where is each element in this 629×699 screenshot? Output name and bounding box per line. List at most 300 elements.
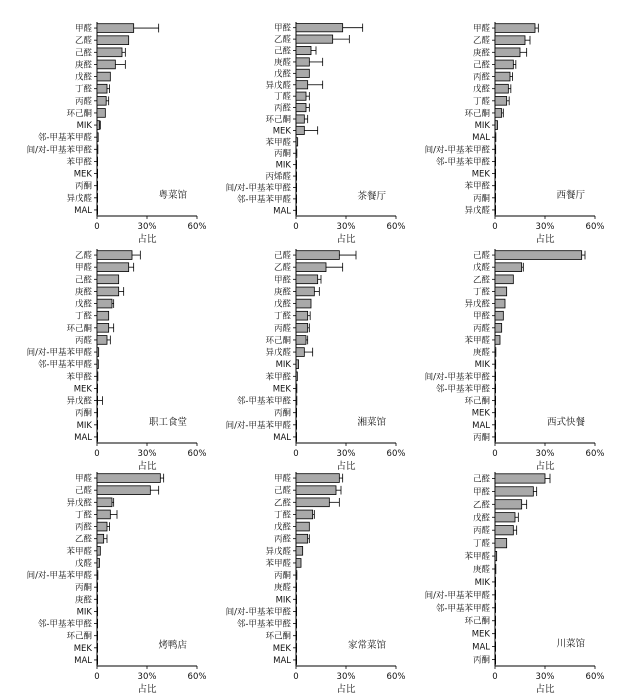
category-label: 环己酮 [265, 115, 291, 125]
bar [296, 149, 297, 157]
bar [97, 275, 119, 284]
bar [97, 121, 100, 130]
bar [495, 577, 496, 586]
category-label: 乙醛 [472, 500, 490, 511]
bar [296, 546, 303, 555]
x-tick-label: 30% [336, 672, 356, 682]
category-label: MEK [471, 169, 490, 180]
category-label: 丁醛 [273, 311, 291, 322]
category-label: MIK [275, 595, 291, 606]
category-label: MIK [76, 420, 92, 431]
bar [296, 115, 304, 123]
bar [296, 534, 308, 543]
bar [97, 251, 132, 260]
x-tick-label: 60% [187, 449, 207, 459]
category-label: 丁醛 [74, 84, 92, 95]
category-label: 丙醛 [472, 323, 490, 334]
category-label: MAL [472, 420, 490, 431]
category-label: MEK [73, 384, 92, 395]
category-label: 间/对-甲基苯甲醛 [225, 183, 291, 194]
bar [296, 433, 297, 442]
category-label: 乙醛 [273, 498, 291, 509]
category-label: 乙醛 [273, 263, 291, 274]
category-label: 丙酮 [472, 193, 490, 204]
bar [97, 348, 99, 357]
category-label: 苯甲醛 [66, 157, 92, 168]
panel-title: 川菜馆 [556, 638, 585, 650]
category-label: MAL [472, 642, 490, 653]
category-label: 戊醛 [273, 299, 291, 310]
x-axis-label: 占比 [137, 234, 157, 245]
bar [296, 583, 297, 592]
bar [495, 487, 533, 496]
category-label: 环己酮 [265, 631, 291, 642]
bar [97, 48, 122, 57]
category-label: MAL [273, 655, 291, 666]
category-label: 间/对-甲基苯甲醛 [424, 590, 490, 601]
bar [296, 172, 297, 180]
bar [97, 595, 98, 604]
bar [97, 486, 150, 495]
category-label: 丙醛 [74, 335, 92, 346]
category-label: 丁醛 [472, 539, 490, 550]
category-label: 戊醛 [472, 84, 490, 95]
bar [495, 323, 502, 332]
category-label: 庚醛 [273, 57, 291, 68]
bar [495, 396, 496, 405]
panel-7 [27, 472, 207, 695]
bar [495, 420, 496, 429]
category-label: 丙酮 [273, 571, 291, 582]
panel-title: 茶餐厅 [357, 190, 386, 202]
category-label: 丙醛 [74, 522, 92, 533]
category-label: 丁醛 [472, 96, 490, 107]
bar [296, 595, 297, 604]
bar [296, 396, 297, 405]
bar [296, 323, 308, 332]
bar [296, 58, 309, 66]
panel-1 [27, 22, 207, 245]
bar [296, 607, 297, 616]
bar [495, 181, 496, 190]
bar [296, 420, 297, 429]
category-label: MAL [74, 205, 92, 216]
category-label: 邻-甲基苯甲醛 [37, 133, 92, 144]
bar [495, 526, 513, 535]
bar [495, 24, 535, 33]
category-label: MEK [73, 169, 92, 180]
panel-3 [425, 22, 605, 245]
bar [97, 607, 98, 616]
category-label: 丙酮 [74, 583, 92, 594]
panel-title: 湘菜馆 [357, 416, 386, 428]
bar [296, 408, 297, 417]
category-label: 丁醛 [273, 92, 291, 103]
bar [296, 24, 343, 32]
bar [296, 299, 311, 308]
bar [296, 571, 297, 580]
bar [495, 133, 496, 142]
bar [296, 92, 306, 100]
bar [495, 287, 507, 296]
x-tick-label: 30% [137, 672, 157, 682]
bar [97, 145, 98, 154]
bar [495, 48, 520, 57]
category-label: 甲醛 [74, 24, 92, 35]
category-label: 邻-甲基苯甲醛 [37, 360, 92, 371]
category-label: 苯甲醛 [464, 552, 490, 563]
x-axis-label: 占比 [336, 684, 356, 695]
bar [495, 642, 496, 651]
panel-title: 西餐厅 [556, 189, 585, 201]
bar [495, 206, 496, 215]
category-label: 邻-甲基苯甲醛 [236, 619, 291, 630]
bar [495, 72, 510, 81]
category-label: 甲醛 [74, 474, 92, 485]
category-label: 邻-甲基苯甲醛 [435, 157, 490, 168]
bar [495, 629, 496, 638]
category-label: MIK [76, 607, 92, 618]
panel-8 [226, 472, 406, 695]
bar [97, 84, 107, 93]
bar [495, 474, 545, 483]
bar [495, 169, 496, 178]
bar [97, 372, 98, 381]
bar [495, 408, 496, 417]
bar [97, 72, 110, 81]
panel-title: 粤菜馆 [158, 189, 187, 201]
bar [97, 384, 98, 393]
bar [296, 46, 311, 54]
bar [97, 433, 98, 442]
bar [296, 287, 314, 296]
category-label: MIK [275, 360, 291, 371]
bar [296, 103, 306, 111]
category-label: 苯甲醛 [265, 137, 291, 148]
bar [97, 408, 98, 417]
category-label: MEK [471, 629, 490, 640]
bar [296, 35, 333, 43]
category-label: 乙醛 [472, 36, 490, 47]
bar [97, 36, 129, 45]
category-label: 丙酮 [74, 408, 92, 419]
category-label: MEK [471, 408, 490, 419]
x-tick-label: 0 [492, 672, 498, 682]
category-label: 苯甲醛 [464, 181, 490, 192]
bar [97, 311, 109, 320]
bar [97, 169, 98, 178]
bar [97, 631, 98, 640]
panel-4 [27, 249, 207, 472]
bar [296, 498, 329, 507]
bar [97, 583, 98, 592]
category-label: 庚醛 [74, 595, 92, 606]
bar [97, 299, 112, 308]
category-label: MAL [273, 432, 291, 443]
bar [97, 24, 134, 33]
category-label: 乙醛 [74, 36, 92, 47]
bar [97, 571, 98, 580]
category-label: 甲醛 [74, 263, 92, 274]
bar [97, 396, 98, 405]
x-axis-label: 占比 [535, 684, 555, 695]
category-label: 间/对-甲基苯甲醛 [26, 348, 92, 359]
bar [296, 81, 308, 89]
bar [495, 372, 496, 381]
x-tick-label: 30% [137, 449, 157, 459]
panel-title: 西式快餐 [546, 416, 585, 428]
x-axis-label: 占比 [535, 234, 555, 245]
bar [495, 263, 522, 272]
category-label: 苯甲醛 [66, 546, 92, 557]
bar [296, 311, 308, 320]
bar [97, 420, 98, 429]
category-label: MEK [272, 126, 291, 137]
category-label: 己醛 [74, 48, 92, 59]
bar [495, 96, 507, 105]
category-label: MAL [74, 432, 92, 443]
bar [296, 559, 301, 568]
bar [97, 181, 98, 190]
category-label: 甲醛 [472, 487, 490, 498]
bar [296, 263, 326, 272]
bar [97, 60, 115, 69]
x-tick-label: 60% [187, 222, 207, 232]
bar [97, 559, 100, 568]
category-label: 邻-甲基苯甲醛 [435, 384, 490, 395]
bar [97, 510, 110, 519]
category-label: 邻-甲基苯甲醛 [236, 194, 291, 205]
bar [495, 145, 496, 154]
bar [97, 534, 104, 543]
category-label: MAL [472, 133, 490, 144]
category-label: 异戊醛 [265, 80, 291, 91]
bar [495, 433, 496, 442]
panel-5 [226, 249, 406, 472]
category-label: 苯甲醛 [66, 372, 92, 383]
x-tick-label: 30% [535, 222, 555, 232]
category-label: 庚醛 [472, 48, 490, 59]
bar [495, 384, 496, 393]
category-label: 己醛 [472, 474, 490, 485]
category-label: MAL [273, 206, 291, 217]
category-label: 苯甲醛 [265, 372, 291, 383]
bar [97, 336, 107, 345]
category-label: MIK [76, 121, 92, 132]
category-label: 间/对-甲基苯甲醛 [424, 372, 490, 383]
category-label: 异戊醛 [66, 396, 92, 407]
bar [97, 522, 107, 531]
x-tick-label: 60% [187, 672, 207, 682]
x-tick-label: 30% [535, 672, 555, 682]
bar [97, 287, 119, 296]
x-tick-label: 0 [94, 672, 100, 682]
bar [495, 193, 496, 202]
category-label: 戊醛 [74, 72, 92, 83]
category-label: 己醛 [273, 486, 291, 497]
bar [97, 96, 106, 105]
x-tick-label: 60% [386, 449, 406, 459]
bar [296, 522, 309, 531]
bar [495, 60, 513, 69]
category-label: 庚醛 [273, 287, 291, 298]
bar [296, 486, 336, 495]
x-tick-label: 30% [336, 449, 356, 459]
category-label: 间/对-甲基苯甲醛 [225, 607, 291, 618]
category-label: 戊醛 [74, 299, 92, 310]
bar [495, 360, 496, 369]
bar [97, 474, 160, 483]
panel-title: 职工食堂 [148, 416, 187, 428]
category-label: 异戊醛 [66, 193, 92, 204]
x-axis-label: 占比 [137, 684, 157, 695]
panel-title: 家常菜馆 [347, 639, 386, 651]
category-label: 乙醛 [74, 534, 92, 545]
x-axis-label: 占比 [336, 461, 356, 472]
category-label: 甲醛 [472, 24, 490, 35]
category-label: 环己酮 [464, 108, 490, 119]
category-label: 庚醛 [273, 583, 291, 594]
category-label: MIK [275, 160, 291, 171]
category-label: 己醛 [472, 60, 490, 71]
category-label: 丁醛 [74, 311, 92, 322]
bar [97, 157, 98, 166]
category-label: 邻-甲基苯甲醛 [236, 396, 291, 407]
bar [495, 564, 496, 573]
x-axis-label: 占比 [336, 234, 356, 245]
x-tick-label: 60% [585, 222, 605, 232]
x-tick-label: 30% [535, 449, 555, 459]
x-tick-label: 0 [94, 449, 100, 459]
category-label: 己醛 [472, 251, 490, 262]
panel-9 [425, 472, 605, 695]
category-label: 丙酮 [273, 408, 291, 419]
bar [296, 631, 297, 640]
category-label: 丙酮 [74, 181, 92, 192]
bar [296, 643, 297, 652]
category-label: 戊醛 [472, 263, 490, 274]
bar [296, 206, 297, 214]
bar [495, 538, 507, 547]
bar [296, 275, 318, 284]
bar [97, 206, 98, 215]
x-tick-label: 60% [585, 672, 605, 682]
category-label: 庚醛 [472, 565, 490, 575]
bar [495, 109, 502, 118]
bar [296, 161, 297, 169]
category-label: 甲醛 [472, 311, 490, 322]
category-label: 甲醛 [273, 474, 291, 485]
bar [495, 299, 505, 308]
category-label: 环己酮 [66, 631, 92, 642]
category-label: 戊醛 [74, 558, 92, 569]
x-tick-label: 60% [585, 449, 605, 459]
category-label: 环己酮 [66, 323, 92, 334]
bar [495, 336, 500, 345]
category-label: MEK [73, 643, 92, 654]
category-label: 间/对-甲基苯甲醛 [225, 420, 291, 431]
category-label: 乙醛 [472, 275, 490, 286]
bar [495, 513, 515, 522]
x-tick-label: 60% [386, 672, 406, 682]
bar [97, 546, 100, 555]
category-label: 邻-甲基苯甲醛 [435, 603, 490, 614]
x-tick-label: 0 [94, 222, 100, 232]
bar [97, 193, 98, 202]
bar [495, 603, 496, 612]
x-tick-label: 0 [492, 222, 498, 232]
bar [495, 590, 496, 599]
category-label: 丁醛 [273, 510, 291, 521]
category-label: 丙醛 [273, 103, 291, 114]
category-label: 丙醛 [273, 323, 291, 334]
category-label: MIK [474, 577, 490, 588]
bar [296, 360, 299, 369]
category-label: 己醛 [74, 275, 92, 286]
bar [495, 348, 496, 357]
panel-2 [226, 22, 406, 245]
bar [97, 323, 109, 332]
bar [296, 138, 298, 146]
x-tick-label: 30% [336, 222, 356, 232]
bar [296, 69, 309, 77]
category-label: 苯甲醛 [464, 335, 490, 346]
bar [296, 336, 306, 345]
bar [296, 474, 339, 483]
x-tick-label: 30% [137, 222, 157, 232]
bar [495, 616, 496, 625]
category-label: MEK [272, 643, 291, 654]
category-label: 戊醛 [472, 513, 490, 524]
bar [296, 183, 297, 191]
x-axis-label: 占比 [535, 461, 555, 472]
bar [495, 275, 513, 284]
bar [495, 157, 496, 166]
bar [495, 311, 503, 320]
bar [97, 263, 129, 272]
category-label: MIK [474, 360, 490, 371]
bar [495, 121, 498, 130]
bar [97, 619, 98, 628]
panel-title: 烤鸭店 [158, 639, 187, 651]
category-label: 丙酮 [472, 655, 490, 666]
category-label: 戊醛 [273, 522, 291, 533]
bar [97, 498, 112, 507]
category-label: 环己酮 [464, 616, 490, 627]
bar [495, 36, 525, 45]
category-label: 丙醛 [472, 526, 490, 537]
x-tick-label: 0 [293, 672, 299, 682]
bar [495, 551, 497, 560]
bar [296, 348, 304, 357]
bar [296, 372, 297, 381]
category-label: 丙酮 [472, 432, 490, 443]
category-label: MEK [272, 384, 291, 395]
category-label: 间/对-甲基苯甲醛 [26, 571, 92, 582]
panel-6 [425, 249, 605, 472]
bar [296, 195, 297, 203]
category-label: 庚醛 [74, 60, 92, 71]
category-label: 邻-甲基苯甲醛 [37, 619, 92, 630]
category-label: 异戊醛 [265, 348, 291, 359]
bar [97, 643, 98, 652]
category-label: 甲醛 [273, 23, 291, 34]
category-label: 异戊醛 [464, 299, 490, 310]
x-axis-label: 占比 [137, 461, 157, 472]
bar [97, 109, 105, 118]
category-label: 乙醛 [74, 251, 92, 262]
category-label: 间/对-甲基苯甲醛 [26, 145, 92, 156]
